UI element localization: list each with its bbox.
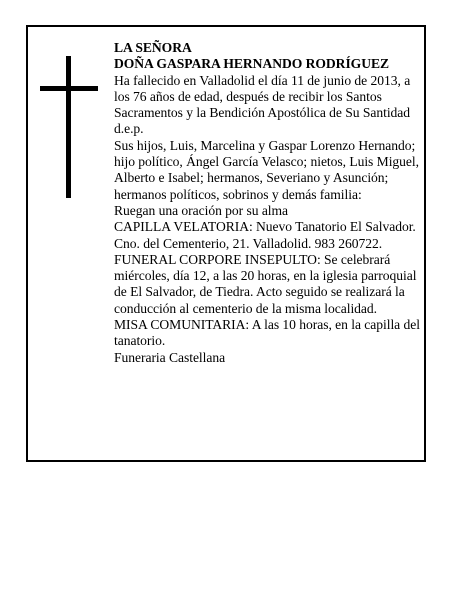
obituary-notice [26, 25, 426, 462]
cross-horizontal-bar [40, 86, 98, 91]
funeral-info: FUNERAL CORPORE INSEPULTO: Se celebrará miércoles, día 12, a las 20 horas, en la iglesia parroquial de El Salvador, de Tiedra. Acto seguido se realizará la conducción al cementerio de la misma localidad. [114, 251, 417, 316]
notice-text [114, 40, 422, 366]
chapel-info: CAPILLA VELATORIA: Nuevo Tanatorio El Salvador. Cno. del Cementerio, 21. Valladolid. 983 260722. [114, 219, 416, 251]
deceased-name: DOÑA GASPARA HERNANDO RODRÍGUEZ [114, 56, 390, 72]
family-list: Sus hijos, Luis, Marcelina y Gaspar Lorenzo Hernando; hijo político, Ángel García Velasco; nietos, Luis Miguel, Alberto e Isabel; hermanos, Severiano y Asunción; hermanos políticos, sobrinos y demás familia: [114, 137, 419, 202]
funeral-home: Funeraria Castellana [114, 349, 226, 365]
death-announcement: Ha fallecido en Valladolid el día 11 de junio de 2013, a los 76 años de edad, después de recibir los Santos Sacramentos y la Bendición Apostólica de Su Santidad d.e.p. [114, 72, 411, 137]
mass-info: MISA COMUNITARIA: A las 10 horas, en la capilla del tanatorio. [114, 317, 420, 349]
cross-vertical-bar [66, 56, 71, 198]
cross-icon [40, 56, 100, 196]
prayer-request: Ruegan una oración por su alma [114, 202, 289, 218]
notice-heading: LA SEÑORA [114, 40, 192, 55]
